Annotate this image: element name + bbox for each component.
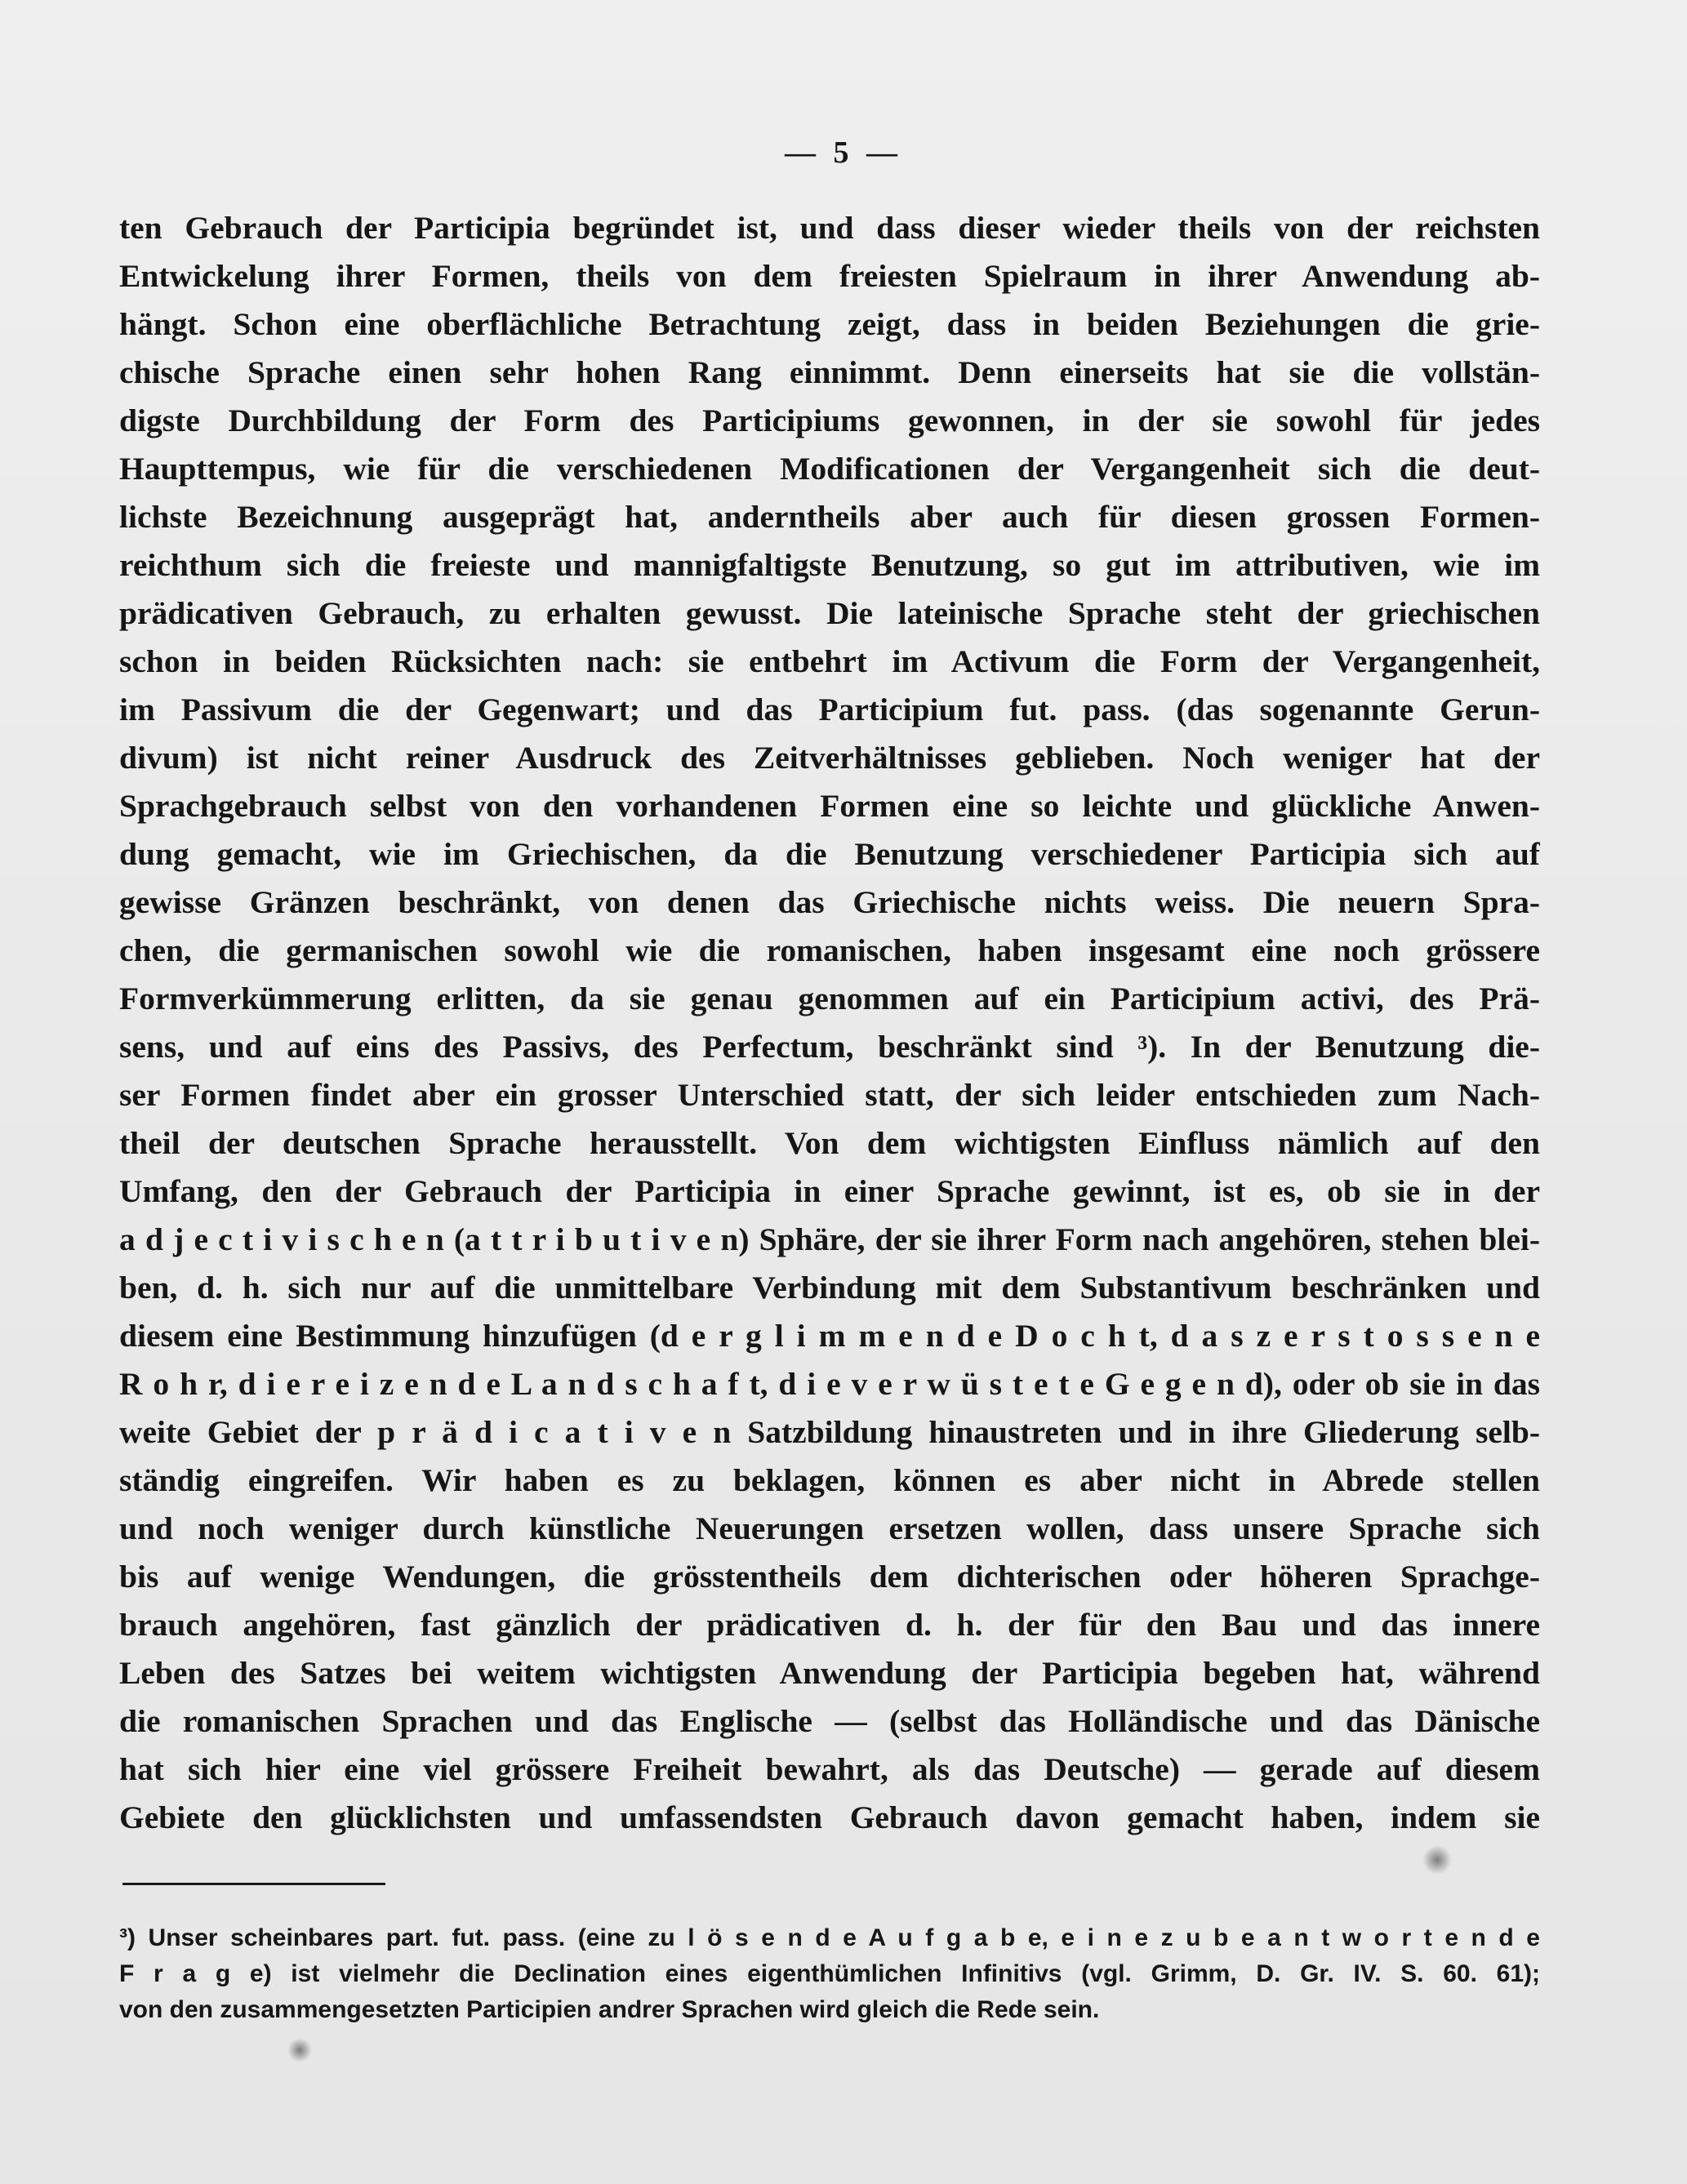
text-line: ten Gebrauch der Participia begründet ist, und dass dieser wieder theils von der reichsten [119, 210, 1540, 246]
text-line: hat sich hier eine viel grössere Freiheit bewahrt, als das Deutsche) — gerade auf diesem [119, 1751, 1540, 1787]
ink-smudge [287, 2038, 312, 2062]
text-line: hängt. Schon eine oberflächliche Betrachtung zeigt, dass in beiden Beziehungen die grie- [119, 306, 1540, 342]
text-line: digste Durchbildung der Form des Participiums gewonnen, in der sie sowohl für jedes [119, 403, 1540, 438]
text-line: Formverkümmerung erlitten, da sie genau genommen auf ein Participium activi, des Prä- [119, 981, 1540, 1016]
text-line: gewisse Gränzen beschränkt, von denen das Griechische nichts weiss. Die neuern Spra- [119, 884, 1540, 920]
text-line: Umfang, den der Gebrauch der Participia in einer Sprache gewinnt, ist es, ob sie in der [119, 1173, 1540, 1209]
text-line: sens, und auf eins des Passivs, des Perfectum, beschränkt sind ³). In der Benutzung die- [119, 1029, 1540, 1065]
text-line: Gebiete den glücklichsten und umfassendsten Gebrauch davon gemacht haben, indem sie [119, 1799, 1540, 1835]
text-line: Sprachgebrauch selbst von den vorhandenen Formen eine so leichte und glückliche Anwen- [119, 788, 1540, 824]
text-line: schon in beiden Rücksichten nach: sie entbehrt im Activum die Form der Vergangenheit, [119, 643, 1540, 679]
footnote-divider [122, 1883, 385, 1885]
text-line: weite Gebiet der p r ä d i c a t i v e n Satzbildung hinaustreten und in ihre Gliederung selb- [119, 1414, 1540, 1450]
text-line: R o h r, d i e r e i z e n d e L a n d s c h a f t, d i e v e r w ü s t e t e G e g e n d), oder ob sie in das [119, 1366, 1540, 1402]
body-text [119, 204, 1540, 1842]
text-line: die romanischen Sprachen und das Englische — (selbst das Holländische und das Dänische [119, 1703, 1540, 1739]
footnote-line: ³) Unser scheinbares part. fut. pass. (eine zu l ö s e n d e A u f g a b e, e i n e z u b e a n t w o r t e n d e [119, 1924, 1540, 1951]
text-line: Leben des Satzes bei weitem wichtigsten Anwendung der Participia begeben hat, während [119, 1655, 1540, 1691]
page-number: — 5 — [785, 136, 902, 170]
text-line: Haupttempus, wie für die verschiedenen Modificationen der Vergangenheit sich die deut- [119, 451, 1540, 487]
ink-smudge [1422, 1845, 1452, 1875]
text-line: theil der deutschen Sprache herausstellt. Von dem wichtigsten Einfluss nämlich auf den [119, 1125, 1540, 1161]
text-line: ben, d. h. sich nur auf die unmittelbare Verbindung mit dem Substantivum beschränken und [119, 1270, 1540, 1306]
text-line: ser Formen findet aber ein grosser Unterschied statt, der sich leider entschieden zum Nach- [119, 1077, 1540, 1113]
footnote-line: von den zusammengesetzten Participien andrer Sprachen wird gleich die Rede sein. [119, 1996, 1100, 2023]
text-line: im Passivum die der Gegenwart; und das Participium fut. pass. (das sogenannte Gerun- [119, 692, 1540, 727]
footnotes [119, 1920, 1540, 2028]
text-line: reichthum sich die freieste und mannigfaltigste Benutzung, so gut im attributiven, wie im [119, 547, 1540, 583]
text-line: prädicativen Gebrauch, zu erhalten gewusst. Die lateinische Sprache steht der griechischen [119, 595, 1540, 631]
footnote-line: F r a g e) ist vielmehr die Declination eines eigenthümlichen Infinitivs (vgl. Grimm, D. Gr. IV. S. 60. 61); [119, 1960, 1540, 1987]
text-line: Entwickelung ihrer Formen, theils von dem freiesten Spielraum in ihrer Anwendung ab- [119, 258, 1540, 294]
text-line: und noch weniger durch künstliche Neuerungen ersetzen wollen, dass unsere Sprache sich [119, 1510, 1540, 1546]
text-line: chische Sprache einen sehr hohen Rang einnimmt. Denn einerseits hat sie die vollstän- [119, 354, 1540, 390]
text-line: diesem eine Bestimmung hinzufügen (d e r g l i m m e n d e D o c h t, d a s z e r s t o s s e n e [119, 1318, 1540, 1354]
text-line: bis auf wenige Wendungen, die grösstentheils dem dichterischen oder höheren Sprachge- [119, 1559, 1540, 1595]
text-line: a d j e c t i v i s c h e n (a t t r i b u t i v e n) Sphäre, der sie ihrer Form nach angehören, stehen blei- [119, 1221, 1540, 1257]
text-line: brauch angehören, fast gänzlich der prädicativen d. h. der für den Bau und das innere [119, 1607, 1540, 1643]
text-line: lichste Bezeichnung ausgeprägt hat, anderntheils aber auch für diesen grossen Formen- [119, 499, 1540, 535]
text-line: ständig eingreifen. Wir haben es zu beklagen, können es aber nicht in Abrede stellen [119, 1462, 1540, 1498]
text-line: chen, die germanischen sowohl wie die romanischen, haben insgesamt eine noch grössere [119, 932, 1540, 968]
text-line: dung gemacht, wie im Griechischen, da die Benutzung verschiedener Participia sich auf [119, 836, 1540, 872]
text-line: divum) ist nicht reiner Ausdruck des Zeitverhältnisses geblieben. Noch weniger hat der [119, 740, 1540, 776]
